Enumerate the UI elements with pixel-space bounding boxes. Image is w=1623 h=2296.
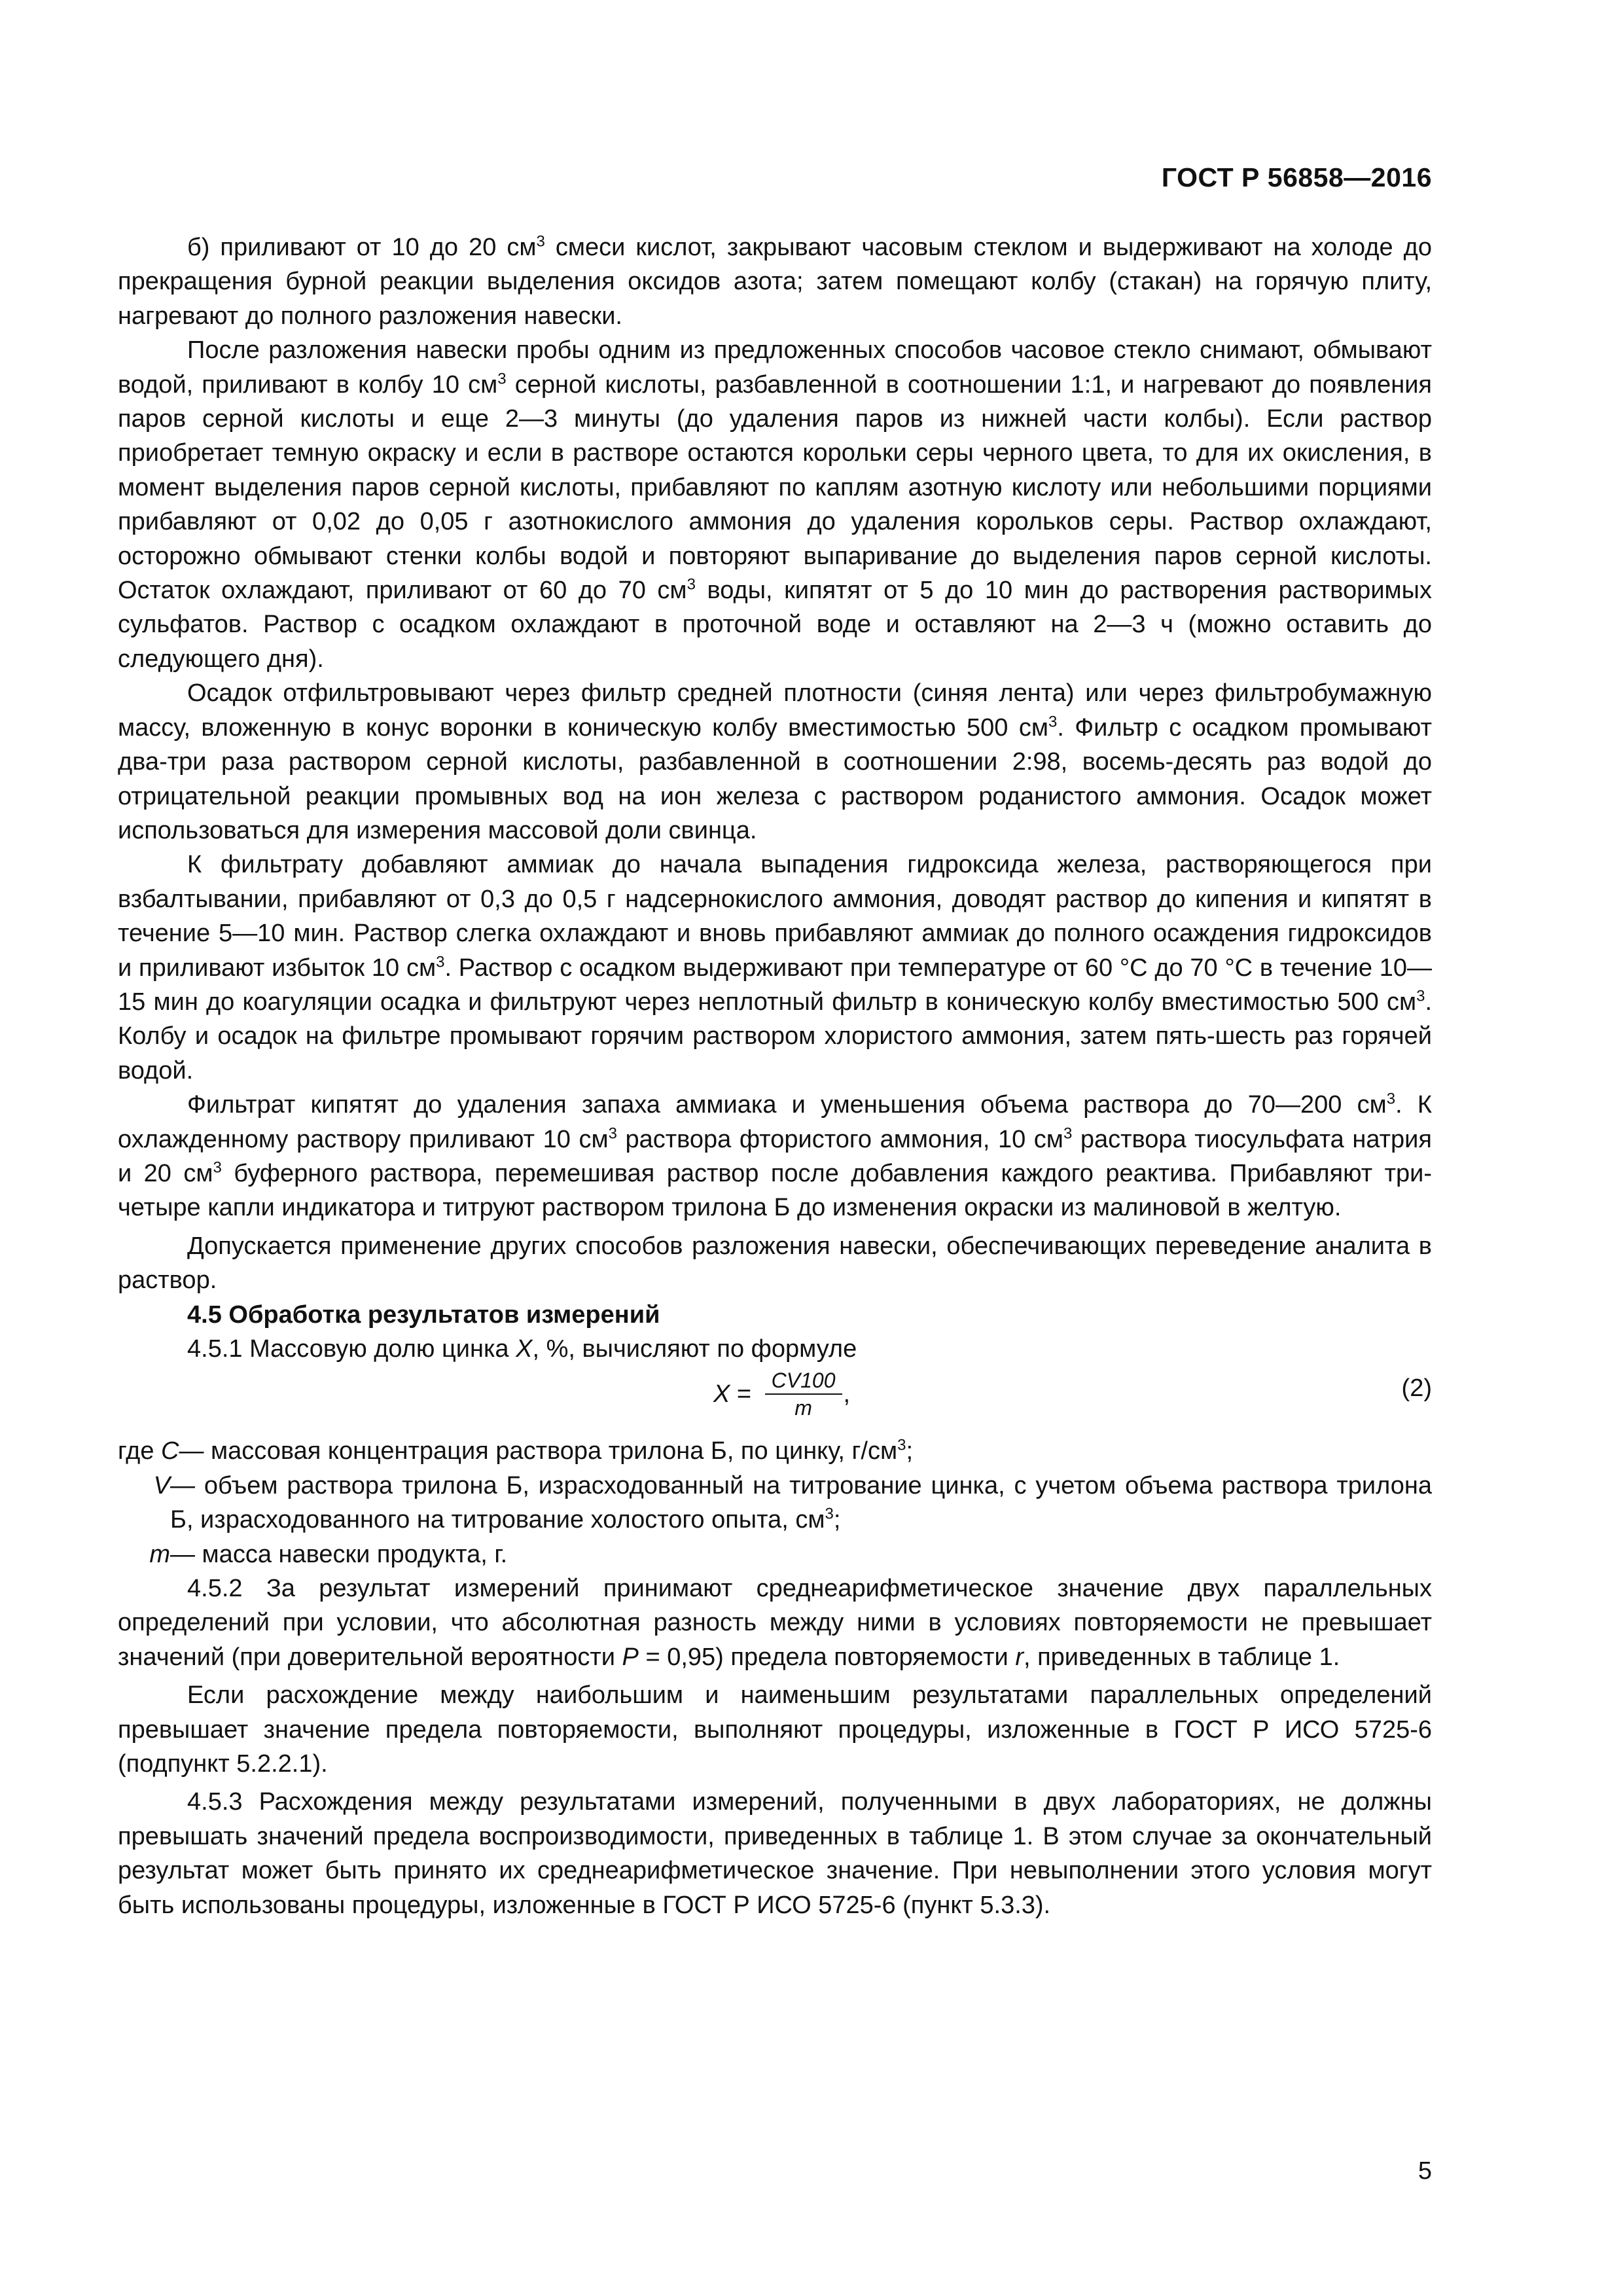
subsection-4-5-1: 4.5.1 Массовую долю цинка X, %, вычисляют по формуле — [187, 1335, 857, 1363]
paragraph: После разложения навески пробы одним из предложенных способов часовое стекло снимают, обмывают водой, приливают в колбу 10 $см^3$ серной кислоты, разбавленной в соотношении 1:1, и нагревают до появления паров серной кислоты и еще 2—3 минуты (до удаления паров из нижней части колбы). Если раствор приобретает темную окраску и если в растворе остаются корольки серы черного цвета, то для их окисления, в момент выделения паров серной кислоты, прибавляют по каплям азотную кислоту или небольшими порциями прибавляют от 0,02 до 0,05 г азотнокислого аммония до удаления корольков серы. Раствор охлаждают, осторожно обмывают стенки колбы водой и повторяют выпаривание до выделения паров серной кислоты. Остаток охлаждают, приливают от 60 до 70 $см^3$ воды, кипятят от 5 до 10 мин до растворения растворимых сульфатов. Раствор с осадком охлаждают в проточной воде и оставляют на 2—3 ч (можно оставить до следующего дня). — [118, 336, 1432, 673]
section-title: 4.5 Обработка результатов измерений — [187, 1300, 660, 1329]
paragraph: Фильтрат кипятят до удаления запаха аммиака и уменьшения объема раствора до 70—200 $см^3$. К охлажденному раствору приливают 10 $см^3$ раствора фтористого аммония, 10 $см^3$ раствора тиосульфата натрия и 20 $см^3$ буферного раствора, перемешивая раствор после добавления каждого реактива. Прибавляют три-четыре капли индикатора и титруют раствором трилона Б до изменения окраски из малиновой в желтую. — [118, 1090, 1433, 1222]
subsection-4-5-2: 4.5.2 За результат измерений принимают среднеарифметическое значение двух параллельных определений при условии, что абсолютная разность между ними в условиях повторяемости не превышает значений (при доверительной вероятности Р = 0,95) предела повторяемости r, приведенных в таблице 1. — [118, 1575, 1432, 1671]
variable-list — [118, 1434, 1432, 1571]
variable-c: где C — массовая концентрация раствора трилона Б, по цинку, $г/см^3$; — [118, 1436, 914, 1465]
subsection-4-5-3: 4.5.3 Расхождения между результатами измерений, полученными в двух лабораториях, не должны превышать значений предела воспроизводимости, приведенных в таблице 1. В этом случае за окончательный результат может быть принято их среднеарифметическое значение. При невыполнении этого условия могут быть использованы процедуры, изложенные в ГОСТ Р ИСО 5725-6 (пункт 5.3.3). — [118, 1788, 1432, 1919]
paragraph: К фильтрату добавляют аммиак до начала выпадения гидроксида железа, растворяющегося при взбалтывании, прибавляют от 0,3 до 0,5 г надсернокислого аммония, доводят раствор до кипения и кипятят в течение 5—10 мин. Раствор слегка охлаждают и вновь прибавляют аммиак до полного осаждения гидроксидов и приливают избыток 10 $см^3$. Раствор с осадком выдерживают при температуре от 60 °С до 70 °С в течение 10—15 мин до коагуляции осадка и фильтруют через неплотный фильтр в коническую колбу вместимостью 500 $см^3$. Колбу и осадок на фильтре промывают горячим раствором хлористого аммония, затем пять-шесть раз горячей водой. — [118, 851, 1432, 1085]
formula-block — [118, 1366, 1432, 1434]
formula — [713, 1367, 850, 1421]
formula-fraction — [765, 1367, 842, 1421]
formula-comma: , — [843, 1380, 851, 1408]
paragraph: Допускается применение других способов разложения навески, обеспечивающих переведение аналита в раствор. — [118, 1232, 1432, 1295]
formula-numerator: CV100 — [765, 1367, 842, 1395]
page-number: 5 — [1418, 2157, 1432, 2185]
variable-v: V — объем раствора трилона Б, израсходованный на титрование цинка, с учетом объема раствора трилона Б, израсходованного на титрование холостого опыта, $см^3$; — [153, 1471, 1432, 1534]
paragraph: Осадок отфильтровывают через фильтр средней плотности (синяя лента) или через фильтробумажную массу, вложенную в конус воронки в коническую колбу вместимостью 500 $см^3$. Фильтр с осадком промывают два-три раза раствором серной кислоты, разбавленной в соотношении 2:98, восемь-десять раз водой до отрицательной реакции промывных вод на ион железа с раствором роданистого аммония. Осадок может использоваться для измерения массовой доли свинца. — [118, 679, 1432, 844]
variable-m: m — масса навески продукта, г. — [149, 1540, 508, 1568]
equation-number: (2) — [1401, 1374, 1432, 1403]
document-body — [118, 230, 1432, 1922]
formula-denominator: m — [794, 1396, 812, 1420]
paragraph: б) приливают от 10 до 20 $см^3$ смеси кислот, закрывают часовым стеклом и выдерживают на холоде до прекращения бурной реакции выделения оксидов азота; затем помещают колбу (стакан) на горячую плиту, нагревают до полного разложения навески. — [118, 232, 1432, 330]
document-number: ГОСТ Р 56858—2016 — [1161, 162, 1432, 192]
paragraph: Если расхождение между наибольшим и наименьшим результатами параллельных определений превышает значение предела повторяемости, выполняют процедуры, изложенные в ГОСТ Р ИСО 5725-6 (подпункт 5.2.2.1). — [118, 1681, 1432, 1778]
formula-eq: = — [730, 1380, 758, 1408]
formula-lhs: X — [713, 1380, 730, 1408]
